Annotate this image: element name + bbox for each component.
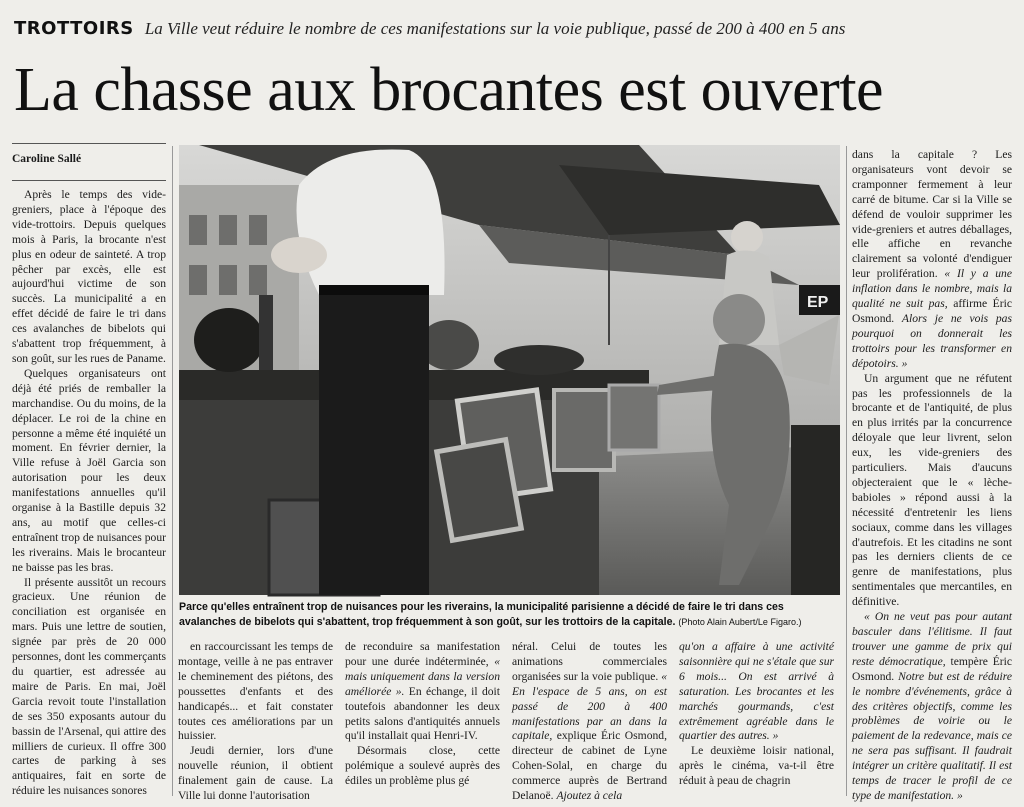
photo-credit: (Photo Alain Aubert/Le Figaro.) [678, 617, 802, 627]
news-photo [179, 145, 840, 595]
quote-run: Ajoutez à cela [556, 789, 623, 803]
sign-text: EP [807, 294, 829, 311]
article-column-6 [852, 148, 1013, 802]
quote-run: « En l'espace de 5 ans, on est passé de 200 à 400 manifestations par an dans la capitale, [512, 669, 667, 743]
paragraph: Quelques organisateurs ont déjà été priés de remballer la marchandise. Ou du moins, de la déplacer. Le roi de la chine en personne a même été inquiété un moment. En février dernier, la Ville refuse à Joël Garcia son autorisation pour les deux manifestations annuelles qu'il organise à la Bastille depuis 32 ans, au motif que celles-ci entraînent trop de nuisances pour les riverains. Mais le brocanteur ne baisse pas les bras. [12, 366, 166, 574]
article-column-1 [12, 188, 166, 798]
paragraph [852, 610, 1012, 804]
brocante-stall-photo [179, 145, 840, 595]
paragraph: en raccourcissant les temps de montage, veille à ne pas entraver le cheminement des piétons, des poussettes d'enfants et des handicapés... et fait constater toutes ces améliorations par un huissier. [178, 640, 333, 743]
rubric-label: TROTTOIRS [14, 18, 134, 39]
caption-text: Parce qu'elles entraînent trop de nuisances pour les riverains, la municipalité parisienne a décidé de faire le tri dans ces avalanches de bibelots qui s'abattent, trop fréquemment à son goût, sur les trottoirs de la capitale. [179, 601, 784, 628]
paragraph: Il présente aussitôt un recours gracieux. Une réunion de conciliation est organisée en mars. Puis une lettre de soutien, signée par près de 20 000 personnes, dont les commerçants du quartier, est adressée au maire de Paris. En mai, Joël Garcia revoit toute l'installation de ses 350 exposants autour du bassin de l'Arsenal, qui attire des milliers de curieux. Il offre 300 cartes de parking à ses antiquaires, fait en sorte de réduire les nuisances sonores [12, 575, 166, 798]
article-column-4 [512, 640, 667, 803]
kicker [14, 18, 1014, 44]
text-run: affirme Éric Osmond. [852, 297, 1012, 325]
paragraph: Un argument que ne réfutent pas les professionnels de la brocante et de l'antiquité, de plus en plus irrités par la concurrence déloyale que leur livrent, selon eux, les vide-greniers des particuliers. Mais d'aucuns objecteraient que le « lèche-babioles » répond aussi à la nécessité d'entretenir les liens sociaux, comme dans les villages d'autrefois. Et les citadins ne sont pas les derniers clients de ce genre de manifestations, plus sentimentales que mercantiles, en définitive. [852, 371, 1012, 609]
quote-run: « On ne veut pas pour autant basculer dans l'élitisme. Il faut trouver une gamme de prix qui reste démocratique, [852, 610, 1012, 668]
text-run: de reconduire sa manifestation pour une durée indéterminée, [345, 640, 500, 668]
photo-caption [179, 600, 840, 634]
article-column-5 [679, 640, 834, 795]
article-column-3 [345, 640, 500, 795]
paragraph: qu'on a affaire à une activité saisonnière qui ne s'étale que sur 6 mois... On est arrivé à saturation. Les brocantes et les marchés gourmands, c'est extrêmement agréable dans le quartier des autres. » [679, 640, 834, 743]
text-run: En échange, il doit toutefois abandonner les deux petits salons d'antiquités annuels qu'il installait quai Henri-IV. [345, 684, 500, 743]
text-run: explique Éric Osmond, directeur de cabinet de Lyne Cohen-Solal, en charge du commerce auprès de Bertrand Delanoë. [512, 729, 667, 803]
quote-run: Notre but est de réduire le nombre d'événements, grâce à des critères objectifs, comme les problèmes de voirie ou le paiement de la redevance, mais ce ne sera pas suffisant. Il faudrait intégrer un critère qualitatif. Il est temps de tracer le profil de ce type de manifestation. » [852, 669, 1012, 802]
paragraph: Jeudi dernier, lors d'une nouvelle réunion, il obtient finalement gain de cause. La Ville lui donne l'autorisation [178, 744, 333, 803]
article-column-2 [178, 640, 333, 803]
headline: La chasse aux brocantes est ouverte [14, 56, 884, 124]
text-run: néral. Celui de toutes les animations commerciales organisées sur la voie publique. [512, 640, 667, 683]
paragraph [852, 148, 1012, 372]
byline: Caroline Sallé [12, 143, 166, 181]
quote-run: « Il y a une inflation dans le nombre, mais la qualité ne suit pas, [852, 267, 1012, 311]
deck-subtitle: La Ville veut réduire le nombre de ces manifestations sur la voie publique, passé de 200 à 400 en 5 ans [144, 19, 846, 38]
paragraph: Le deuxième loisir national, après le cinéma, va-t-il être réduit à peau de chagrin [679, 744, 834, 788]
text-run: dans la capitale ? Les organisateurs vont devoir se cramponner fermement à leur carré de bitume. Car si la Ville se défend de vouloir supprimer les vide-greniers et autres déballages, elle affiche en revanche clairement sa volonté d'endiguer leur prolifération. [852, 148, 1012, 281]
quote-run: Alors je ne vois pas pourquoi on donnerait les trottoirs pour les transformer en dépotoirs. » [852, 311, 1012, 370]
column-rule [172, 146, 173, 796]
text-run: tempère Éric Osmond. [852, 654, 1013, 683]
paragraph: Après le temps des vide-greniers, place à l'époque des vide-trottoirs. Depuis quelques mois à Paris, la brocante n'est plus en odeur de sainteté. A trop pêcher par excès, elle est aujourd'hui victime de son succès. La municipalité a en effet décidé de faire le tri dans ces avalanches de bibelots qui s'abattent trop fréquemment, à son goût, sur les rues de Paname. [12, 188, 166, 365]
column-rule [846, 146, 847, 796]
paragraph [345, 640, 500, 744]
quote-run: « mais uniquement dans la version améliorée ». [345, 654, 500, 698]
paragraph [512, 640, 667, 804]
paragraph: Désormais close, cette polémique a soulevé auprès des édiles un problème plus gé [345, 744, 500, 788]
